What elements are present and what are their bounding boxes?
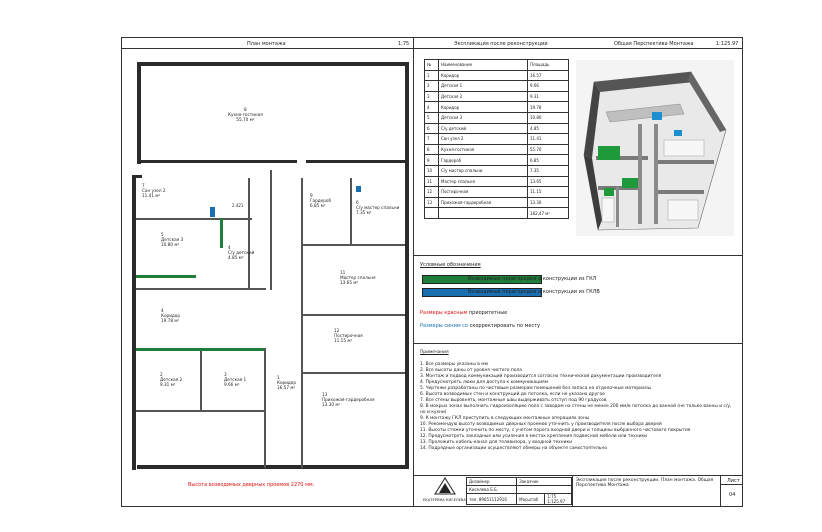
partition — [301, 372, 405, 374]
perspective-image — [576, 60, 734, 236]
note-item: 11. Высоты стяжки уточнить по месту, с учетом порога входной двери и толщины выбранного чистового покрытия — [420, 428, 691, 433]
partition — [136, 410, 266, 412]
table-row: 8 Кухня-гостиная 55.70 — [425, 144, 569, 155]
wall-right — [405, 62, 409, 468]
partition — [136, 288, 266, 290]
stamp-divider — [572, 475, 573, 507]
partition — [200, 350, 202, 410]
note-item: 10. Рекомендую высоту возводимых дверных проемов уточнить у производителя после выбора дверей — [420, 422, 662, 427]
table-row: 3 Детская 2 9.31 — [425, 91, 569, 102]
table-row: 1 Коридор 16.57 — [425, 70, 569, 81]
wall-top — [137, 62, 409, 66]
partition — [350, 178, 352, 244]
section-line — [413, 343, 743, 344]
new-partition-gkl — [136, 348, 264, 351]
room-label: 1 Коридор 16.57 м² — [277, 375, 297, 390]
persp-title: Общая Перспектива Монтажа — [614, 41, 694, 47]
partition — [136, 218, 252, 220]
partition — [270, 170, 272, 290]
new-partition-gkl — [220, 218, 223, 248]
note-item: 7. Все стены выровнять, монтажные швы выдерживать отступ под 90 градусов — [420, 398, 607, 403]
wall-step — [136, 175, 142, 178]
room-label: 3 Детская 1 9.66 м² — [224, 372, 247, 387]
table-row: 9 Гардероб 6.85 — [425, 155, 569, 166]
perspective-view — [576, 60, 734, 236]
sheet-divider — [413, 37, 414, 507]
room-label: 4 С/у детский 4.85 м² — [228, 245, 255, 260]
table-total-row: 182,47 м² — [425, 208, 569, 219]
notes-title: Примечания — [420, 350, 449, 355]
room-label: 12 Постирочная 11.15 м² — [334, 328, 363, 343]
legend-green-label: Возводимые перегородки и конструкции из ГКЛ — [468, 276, 597, 282]
explication-table — [424, 59, 569, 219]
note-item: 14. Подрядные организации осуществляют обмеры на объекте самостоятельно — [420, 446, 607, 451]
wall-kitchen-bottom-right — [306, 160, 409, 163]
note-item: 1. Все размеры указаны в мм — [420, 362, 488, 367]
new-partition-gklv — [356, 186, 361, 192]
room-label: 8 Кухня-гостиная 55,70 м² — [228, 107, 263, 122]
stamp-divider — [720, 484, 743, 485]
note-item: 4. Предусмотреть люки для доступа к коммуникациям — [420, 380, 549, 385]
section-line — [413, 255, 743, 256]
partition — [248, 178, 250, 288]
persp-scale: 1:125.97 — [716, 41, 739, 47]
partition — [301, 178, 303, 468]
room-label: 9 Гардероб 6.85 м² — [310, 193, 332, 208]
note-item: 5. Чертежи разработаны по чистовым размерам помещений без запаса на отделочные материалы — [420, 386, 651, 391]
note-item: 12. Предусмотреть закладные или усиления в местах крепления подвесной мебели или техники — [420, 434, 647, 439]
note-item: 6. Высота возводимых стен и конструкций до потолка, если не указано другое — [420, 392, 605, 397]
wall-bottom — [137, 465, 409, 469]
title-strip-line — [121, 48, 743, 49]
table-row: 10 С/у мастер спальни 7.35 — [425, 165, 569, 176]
plan-title: План монтажа — [247, 41, 286, 47]
stamp-table: Дизайнер Заказчик Киселева Е.Б. тел. 89651112916 Масштаб 1:75 1:125.97 — [466, 477, 572, 505]
new-partition-gkl — [136, 275, 196, 278]
table-header-row: № Наименование Площадь — [425, 60, 569, 71]
legend-title: Условные обозначения — [420, 262, 481, 268]
stamp-title: Экспликация после реконструкции. План монтажа. Общая Перспектива Монтажа — [576, 478, 714, 489]
legend-blue-label: Возводимые перегородки и конструкции из ГКЛВ — [468, 289, 600, 295]
new-partition-gklv — [210, 207, 215, 217]
table-row: 12 Постирочная 11.15 — [425, 187, 569, 198]
note-item: 2. Все высоты даны от уровня чистого пола — [420, 368, 522, 373]
plan-scale: 1:75 — [398, 41, 410, 47]
note-item: 9. К монтажу ГКЛ приступить в следующих монтажных операциях зоны — [420, 416, 590, 421]
partition — [301, 244, 405, 246]
sheet-label: Лист — [727, 478, 740, 484]
partition — [264, 350, 266, 468]
table-row: 6 С/у детский 4.85 — [425, 123, 569, 134]
expl-title: Экспликация после реконструкции — [454, 41, 548, 47]
stamp-top-line — [413, 475, 743, 476]
table-row: 5 Детская 3 10.80 — [425, 112, 569, 123]
room-label: 11 Мастер спальня 13.65 м² — [340, 270, 376, 285]
room-label: 4 Коридор 19.78 м² — [161, 308, 181, 323]
room-label: 7 Сан узел 2 11.41 м² — [142, 183, 166, 198]
room-label: 13 Прихожая-гардеробная 13.30 м² — [322, 392, 375, 407]
door-height-note: Высота возводимых дверных проемов 2270 мм. — [188, 482, 315, 488]
room-label: 2 Детская 2 9.31 м² — [160, 372, 183, 387]
table-row: 11 Мастер спальня 13.65 — [425, 176, 569, 187]
note-item: 8. В мокрых зонах выполнить гидроизоляцию пола с заводом на стены не менее 200 мм/в потолка до ванной (не только ванны и с/у, но и кухни) — [420, 404, 732, 415]
blue-dimension-note: Размеры синим со скорректировать по месту — [420, 323, 541, 329]
room-label: 5 Детская 3 10.80 м² — [161, 232, 184, 247]
table-row: 13 Прихожая-гардеробная 13.30 — [425, 197, 569, 208]
table-row: 2 Детская 1 9.66 — [425, 81, 569, 92]
red-dimension-note: Размеры красным приоритетные — [420, 310, 508, 316]
wall-left-upper — [137, 62, 141, 164]
room-label: 6 С/у мастер спальни 7.35 м² — [356, 200, 400, 215]
note-item: 3. Монтаж и подвод коммуникаций производится согласно технической документации производителя — [420, 374, 662, 379]
stamp-divider — [720, 475, 721, 507]
sheet-number: 04 — [729, 492, 736, 498]
dimension-label: 2.421 — [232, 203, 244, 208]
partition — [301, 314, 405, 316]
note-item: 13. Проложить кабель-канал для телевизора, у входной техники — [420, 440, 573, 445]
logo-icon — [434, 477, 456, 495]
table-row: 4 Коридор 19.78 — [425, 102, 569, 113]
table-row: 7 Сан узел 2 11.41 — [425, 134, 569, 145]
wall-kitchen-bottom — [137, 160, 297, 163]
